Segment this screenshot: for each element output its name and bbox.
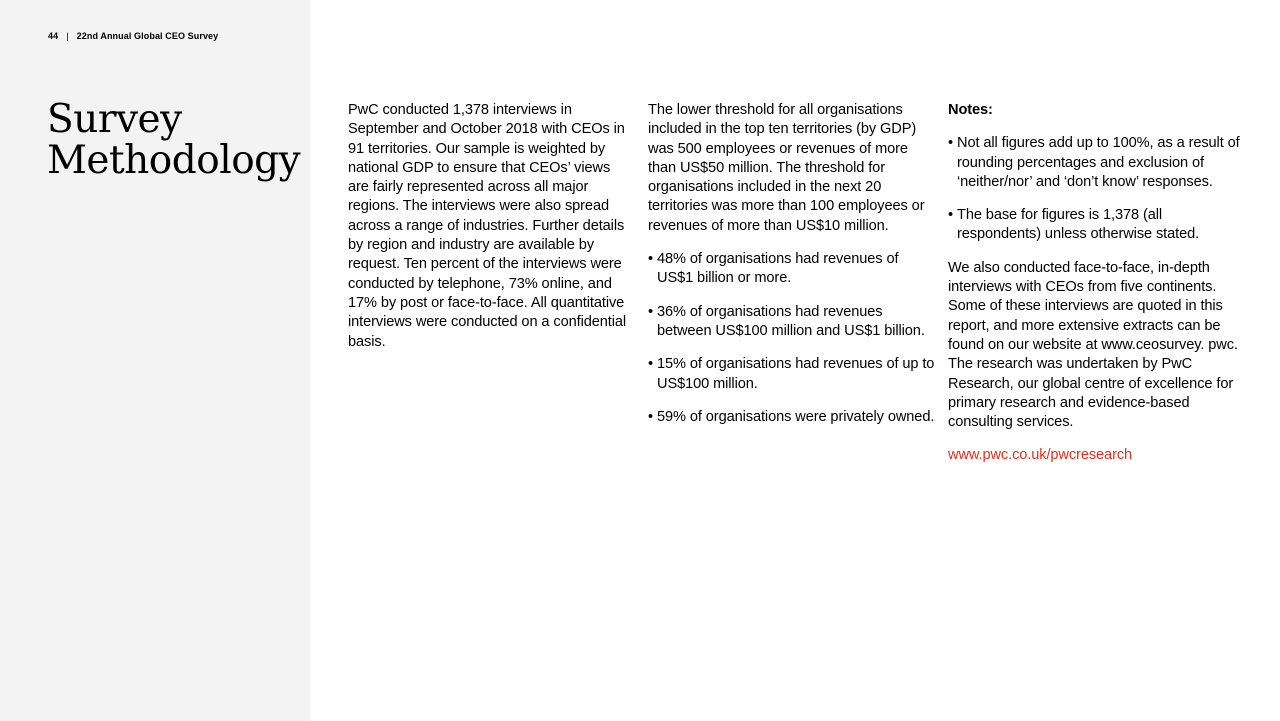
bullet-icon: •	[648, 303, 654, 320]
bullet-icon: •	[648, 408, 654, 425]
publication-title: 22nd Annual Global CEO Survey	[76, 31, 219, 41]
bullet-icon: •	[648, 251, 654, 268]
list-item-text: The base for figures is 1,378 (all respondents) unless otherwise stated.	[957, 207, 1200, 243]
pwc-research-link[interactable]: www.pwc.co.uk/pwcresearch	[948, 447, 1133, 464]
bullet-icon: •	[948, 207, 954, 224]
column-methodology	[348, 101, 634, 366]
interviews-paragraph: We also conducted face-to-face, in-depth interviews with CEOs from five continents. Some of these interviews are quoted in this report, and more extensive extracts can be found on our website at www.ceosurvey. pwc. The research was undertaken by PwC Research, our global centre of excellence for primary research and evidence-based consulting services.	[948, 259, 1238, 431]
list-item-text: 36% of organisations had revenues between US$100 million and US$1 billion.	[657, 303, 925, 339]
page-title	[47, 99, 300, 181]
page-title-line-2: Methodology	[47, 138, 301, 183]
list-item	[648, 355, 936, 394]
list-item	[948, 134, 1240, 192]
sidebar-panel	[0, 0, 310, 721]
methodology-paragraph: PwC conducted 1,378 interviews in September and October 2018 with CEOs in 91 territories. Our sample is weighted by national GDP to ensure that CEOs’ views are fairly represented across all major regions. The interviews were also spread across a range of industries. Further details by region and industry are available by request. Ten percent of the interviews were conducted by telephone, 73% online, and 17% by post or face-to-face. All quantitative interviews were conducted on a confidential basis.	[348, 102, 627, 350]
list-item-text: 15% of organisations had revenues of up to US$100 million.	[657, 356, 935, 392]
page-title-line-1: Survey	[47, 97, 182, 142]
column-thresholds	[648, 101, 936, 441]
list-item-text: Not all figures add up to 100%, as a result of rounding percentages and exclusion of ‘neither/nor’ and ‘don’t know’ responses.	[957, 135, 1240, 190]
list-item-text: 48% of organisations had revenues of US$1 billion or more.	[657, 251, 899, 287]
list-item	[648, 303, 936, 342]
notes-heading: Notes:	[948, 102, 993, 118]
list-item	[948, 206, 1240, 245]
list-item	[648, 408, 936, 427]
page-header	[48, 31, 218, 41]
column-notes	[948, 101, 1240, 480]
bullet-icon: •	[948, 135, 954, 152]
threshold-paragraph: The lower threshold for all organisations included in the top ten territories (by GDP) was 500 employees or revenues of more than US$50 million. The threshold for organisations included in the next 20 territories was more than 100 employees or revenues of more than US$10 million.	[648, 102, 925, 234]
list-item	[648, 250, 936, 289]
bullet-icon: •	[648, 356, 654, 373]
list-item-text: 59% of organisations were privately owned.	[657, 408, 935, 425]
page-number: 44	[48, 31, 59, 41]
header-separator: |	[66, 31, 69, 41]
